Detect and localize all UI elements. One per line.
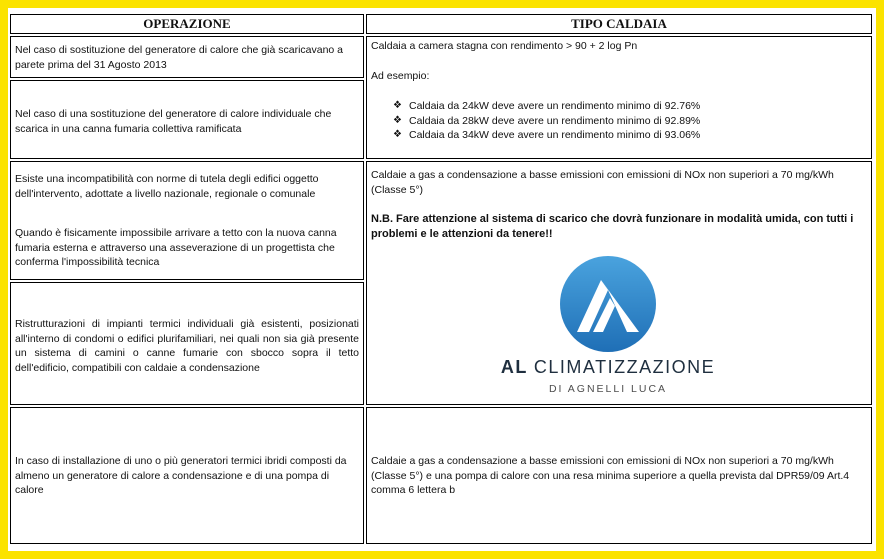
header-tipo-caldaia-label: TIPO CALDAIA xyxy=(571,16,667,31)
tipo-cell-3 xyxy=(366,407,872,544)
op-row-5-text: In caso di installazione di uno o più generatori termici ibridi composti da almeno un generatore di calore a condensazione e di una pompa di calore xyxy=(15,455,347,496)
bullet-text: Caldaia da 24kW deve avere un rendimento minimo di 92.76% xyxy=(409,100,701,112)
header-tipo-caldaia xyxy=(366,14,872,34)
op-row-3 xyxy=(10,161,364,280)
header-operazione-label: OPERAZIONE xyxy=(143,16,231,31)
tipo-cell-2 xyxy=(366,161,872,405)
op-row-2 xyxy=(10,80,364,159)
bullet-item xyxy=(393,128,867,143)
bullet-text: Caldaia da 34kW deve avere un rendimento minimo di 93.06% xyxy=(409,129,701,141)
logo-tagline: DI AGNELLI LUCA xyxy=(548,383,668,395)
op-row-4-text: Ristrutturazioni di impianti termici individuali già esistenti, posizionati all'interno di condomi o edifici plurifamiliari, nei quali non sia già presente un sistema di camini o canne fumarie con sbocco sopra il tetto dell'edificio, compatibili con caldaie a condensazione xyxy=(15,318,359,374)
bullet-text: Caldaia da 28kW deve avere un rendimento minimo di 92.89% xyxy=(409,114,701,127)
diamond-bullet-icon: ❖ xyxy=(393,100,402,111)
tipo-1-bullet-list xyxy=(393,99,867,143)
op-row-4 xyxy=(10,282,364,405)
diamond-bullet-icon: ❖ xyxy=(393,129,402,140)
logo-brand-prefix: AL xyxy=(500,357,528,377)
tipo-1-line: Caldaia a camera stagna con rendimento > 90 + 2 log Pn xyxy=(371,40,638,52)
logo-wordmark xyxy=(477,357,739,377)
op-row-5 xyxy=(10,407,364,544)
diamond-bullet-icon: ❖ xyxy=(393,114,402,126)
logo-brand-main: CLIMATIZZAZIONE xyxy=(533,357,716,377)
tipo-2-line: Caldaie a gas a condensazione a basse emissioni con emissioni di NOx non superiori a 70 mg/kWh (Classe 5°) xyxy=(371,169,834,196)
op-row-2-text: Nel caso di una sostituzione del generatore di calore individuale che scarica in una canna fumaria collettiva ramificata xyxy=(15,108,332,135)
tipo-1-example: Ad esempio: xyxy=(371,70,430,82)
bullet-item xyxy=(393,99,867,114)
tipo-cell-1 xyxy=(366,36,872,159)
op-row-3-text-a: Esiste una incompatibilità con norme di tutela degli edifici oggetto dell'intervento, adottate a livello nazionale, regionale o comunale xyxy=(15,173,319,200)
tipo-3-text: Caldaie a gas a condensazione a basse emissioni con emissioni di NOx non superiori a 70 mg/kWh (Classe 5°) e una pompa di calore con una resa minima superiore a quella prevista dal DPR59/09 Art.4 comma 6 lettera b xyxy=(371,455,850,496)
logo-mark-icon xyxy=(477,252,739,356)
header-operazione xyxy=(10,14,364,34)
bullet-item xyxy=(393,114,867,129)
op-row-1 xyxy=(10,36,364,78)
op-row-1-text: Nel caso di sostituzione del generatore di calore che già scaricavano a parete prima del 31 Agosto 2013 xyxy=(15,44,344,71)
op-row-3-text-b: Quando è fisicamente impossibile arrivare a tetto con la nuova canna fumaria esterna e attraverso una asseverazione di un progettista che conferma l'impossibilità tecnica xyxy=(15,227,337,268)
tipo-2-note: N.B. Fare attenzione al sistema di scarico che dovrà funzionare in modalità umida, con tutti i problemi e le attenzioni da tenere!! xyxy=(371,213,854,240)
